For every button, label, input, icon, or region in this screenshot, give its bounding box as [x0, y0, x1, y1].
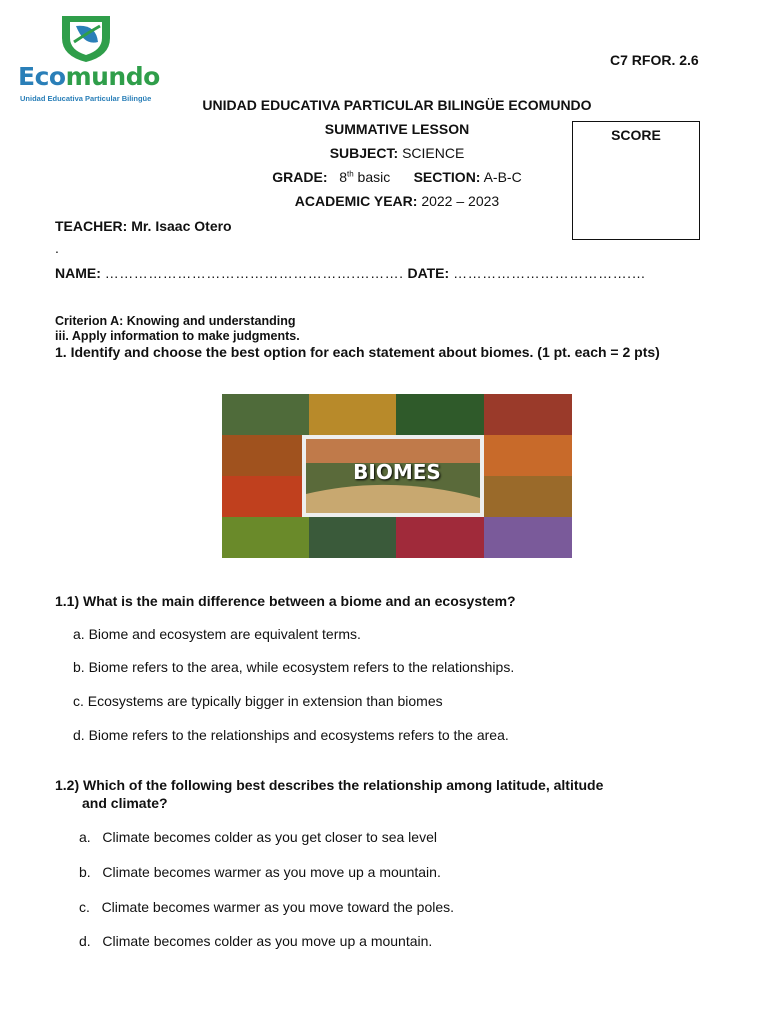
dot-mark: . [55, 240, 59, 256]
grade-suffix: th [346, 169, 354, 179]
grade-rest: basic [357, 169, 391, 185]
name-date-line [55, 265, 646, 281]
question-1-2-line1: 1.2) Which of the following best describes the relationship among latitude, altitude [55, 777, 604, 793]
q2-option-b-text: Climate becomes warmer as you move up a mountain. [102, 864, 441, 880]
date-label: DATE: [407, 265, 450, 281]
q2-option-d-text: Climate becomes colder as you move up a mountain. [102, 933, 433, 949]
q2-option-a-text: Climate becomes colder as you get closer to sea level [102, 829, 437, 845]
strand-text: iii. Apply information to make judgments. [55, 329, 300, 343]
question-1-2-line2: and climate? [82, 795, 168, 811]
form-code: C7 RFOR. 2.6 [610, 52, 699, 68]
shield-leaf-icon [56, 12, 116, 64]
subject-label: SUBJECT: [329, 145, 399, 161]
question-1-1: 1.1) What is the main difference between a biome and an ecosystem? [55, 593, 516, 609]
q2-option-c[interactable] [79, 899, 454, 915]
logo-wordmark: Ecomundo [18, 62, 160, 91]
q1-option-d[interactable]: d. Biome refers to the relationships and ecosystems refers to the area. [73, 727, 509, 743]
q2-option-b-letter: b. [79, 864, 91, 880]
q2-option-d-letter: d. [79, 933, 91, 949]
ecomundo-logo [16, 12, 166, 103]
score-box[interactable] [572, 121, 700, 240]
school-name: UNIDAD EDUCATIVA PARTICULAR BILINGÜE ECOMUNDO [202, 97, 592, 113]
grade-number: 8 [339, 169, 347, 185]
q2-option-b[interactable] [79, 864, 441, 880]
year-value: 2022 – 2023 [421, 193, 500, 209]
score-label: SCORE [611, 127, 661, 143]
year-label: ACADEMIC YEAR: [294, 193, 418, 209]
biomes-collage-image [222, 394, 572, 558]
instruction-text: 1. Identify and choose the best option for each statement about biomes. (1 pt. each = 2 pts) [55, 344, 660, 360]
q2-option-c-letter: c. [79, 899, 90, 915]
logo-subtitle: Unidad Educativa Particular Bilingüe [20, 94, 152, 103]
q2-option-a[interactable] [79, 829, 437, 845]
teacher-line: TEACHER: Mr. Isaac Otero [55, 218, 232, 234]
q2-option-c-text: Climate becomes warmer as you move toward the poles. [101, 899, 455, 915]
q1-option-a[interactable]: a. Biome and ecosystem are equivalent terms. [73, 626, 361, 642]
subject-value: SCIENCE [402, 145, 465, 161]
q1-option-c[interactable]: c. Ecosystems are typically bigger in extension than biomes [73, 693, 443, 709]
lesson-title: SUMMATIVE LESSON [324, 121, 470, 137]
criterion-text: Criterion A: Knowing and understanding [55, 314, 296, 328]
biomes-image-title: BIOMES [353, 460, 441, 484]
name-field[interactable]: …………………………………………….………. [104, 265, 404, 281]
section-value: A-B-C [483, 169, 522, 185]
q1-option-b[interactable]: b. Biome refers to the area, while ecosystem refers to the relationships. [73, 659, 515, 675]
section-label: SECTION: [413, 169, 481, 185]
grade-label: GRADE: [272, 169, 328, 185]
q2-option-a-letter: a. [79, 829, 91, 845]
date-field[interactable]: ……………………………….… [453, 265, 646, 281]
q2-option-d[interactable] [79, 933, 432, 949]
name-label: NAME: [55, 265, 101, 281]
